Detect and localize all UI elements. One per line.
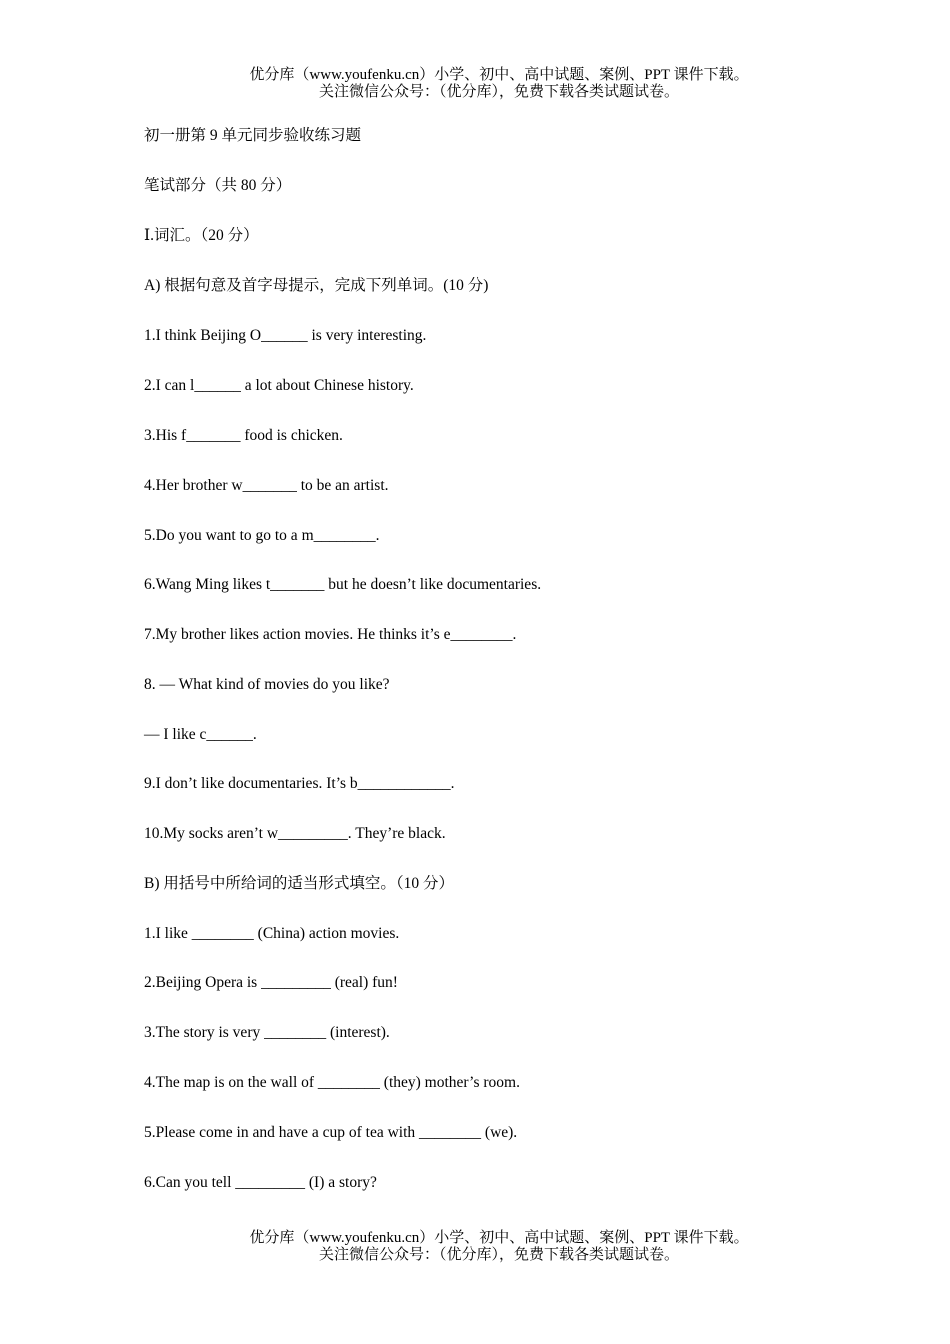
question-a-10: 10.My socks aren’t w_________. They’re black. [144, 825, 446, 842]
question-b-3: 3.The story is very ________ (interest). [144, 1024, 390, 1041]
question-b-5: 5.Please come in and have a cup of tea with ________ (we). [144, 1124, 518, 1141]
question-b-6: 6.Can you tell _________ (I) a story? [144, 1174, 377, 1191]
question-a-7: 7.My brother likes action movies. He thinks it’s e________. [144, 626, 517, 643]
page-footer [0, 1230, 950, 1264]
header-line-1: 优分库（www.youfenku.cn）小学、初中、高中试题、案例、PPT 课件下载。 [249, 67, 749, 83]
header-line-2: 关注微信公众号：（优分库），免费下载各类试题试卷。 [318, 84, 679, 100]
part-a-heading: A) 根据句意及首字母提示，完成下列单词。(10 分) [144, 277, 489, 294]
document-title: 初一册第 9 单元同步验收练习题 [144, 127, 362, 144]
question-a-8-answer: — I like c______. [144, 726, 257, 743]
footer-line-1: 优分库（www.youfenku.cn）小学、初中、高中试题、案例、PPT 课件下载。 [249, 1230, 749, 1246]
question-a-5: 5.Do you want to go to a m________. [144, 527, 380, 544]
part-b-heading: B) 用括号中所给词的适当形式填空。（10 分） [144, 875, 455, 892]
question-a-6: 6.Wang Ming likes t_______ but he doesn’t like documentaries. [144, 576, 542, 593]
question-a-9: 9.I don’t like documentaries. It’s b____________. [144, 775, 455, 792]
question-a-3: 3.His f_______ food is chicken. [144, 427, 343, 444]
question-b-4: 4.The map is on the wall of ________ (they) mother’s room. [144, 1074, 520, 1091]
question-a-8: 8. — What kind of movies do you like? [144, 676, 390, 693]
question-b-1: 1.I like ________ (China) action movies. [144, 925, 400, 942]
section-vocabulary-heading: Ⅰ.词汇。（20 分） [144, 227, 259, 244]
question-a-1: 1.I think Beijing O______ is very interesting. [144, 327, 427, 344]
question-a-2: 2.I can l______ a lot about Chinese history. [144, 377, 414, 394]
question-a-4: 4.Her brother w_______ to be an artist. [144, 477, 389, 494]
question-b-2: 2.Beijing Opera is _________ (real) fun! [144, 974, 398, 991]
written-part-heading: 笔试部分（共 80 分） [144, 177, 292, 194]
footer-line-2: 关注微信公众号：（优分库），免费下载各类试题试卷。 [318, 1247, 679, 1263]
page-header [0, 67, 950, 101]
